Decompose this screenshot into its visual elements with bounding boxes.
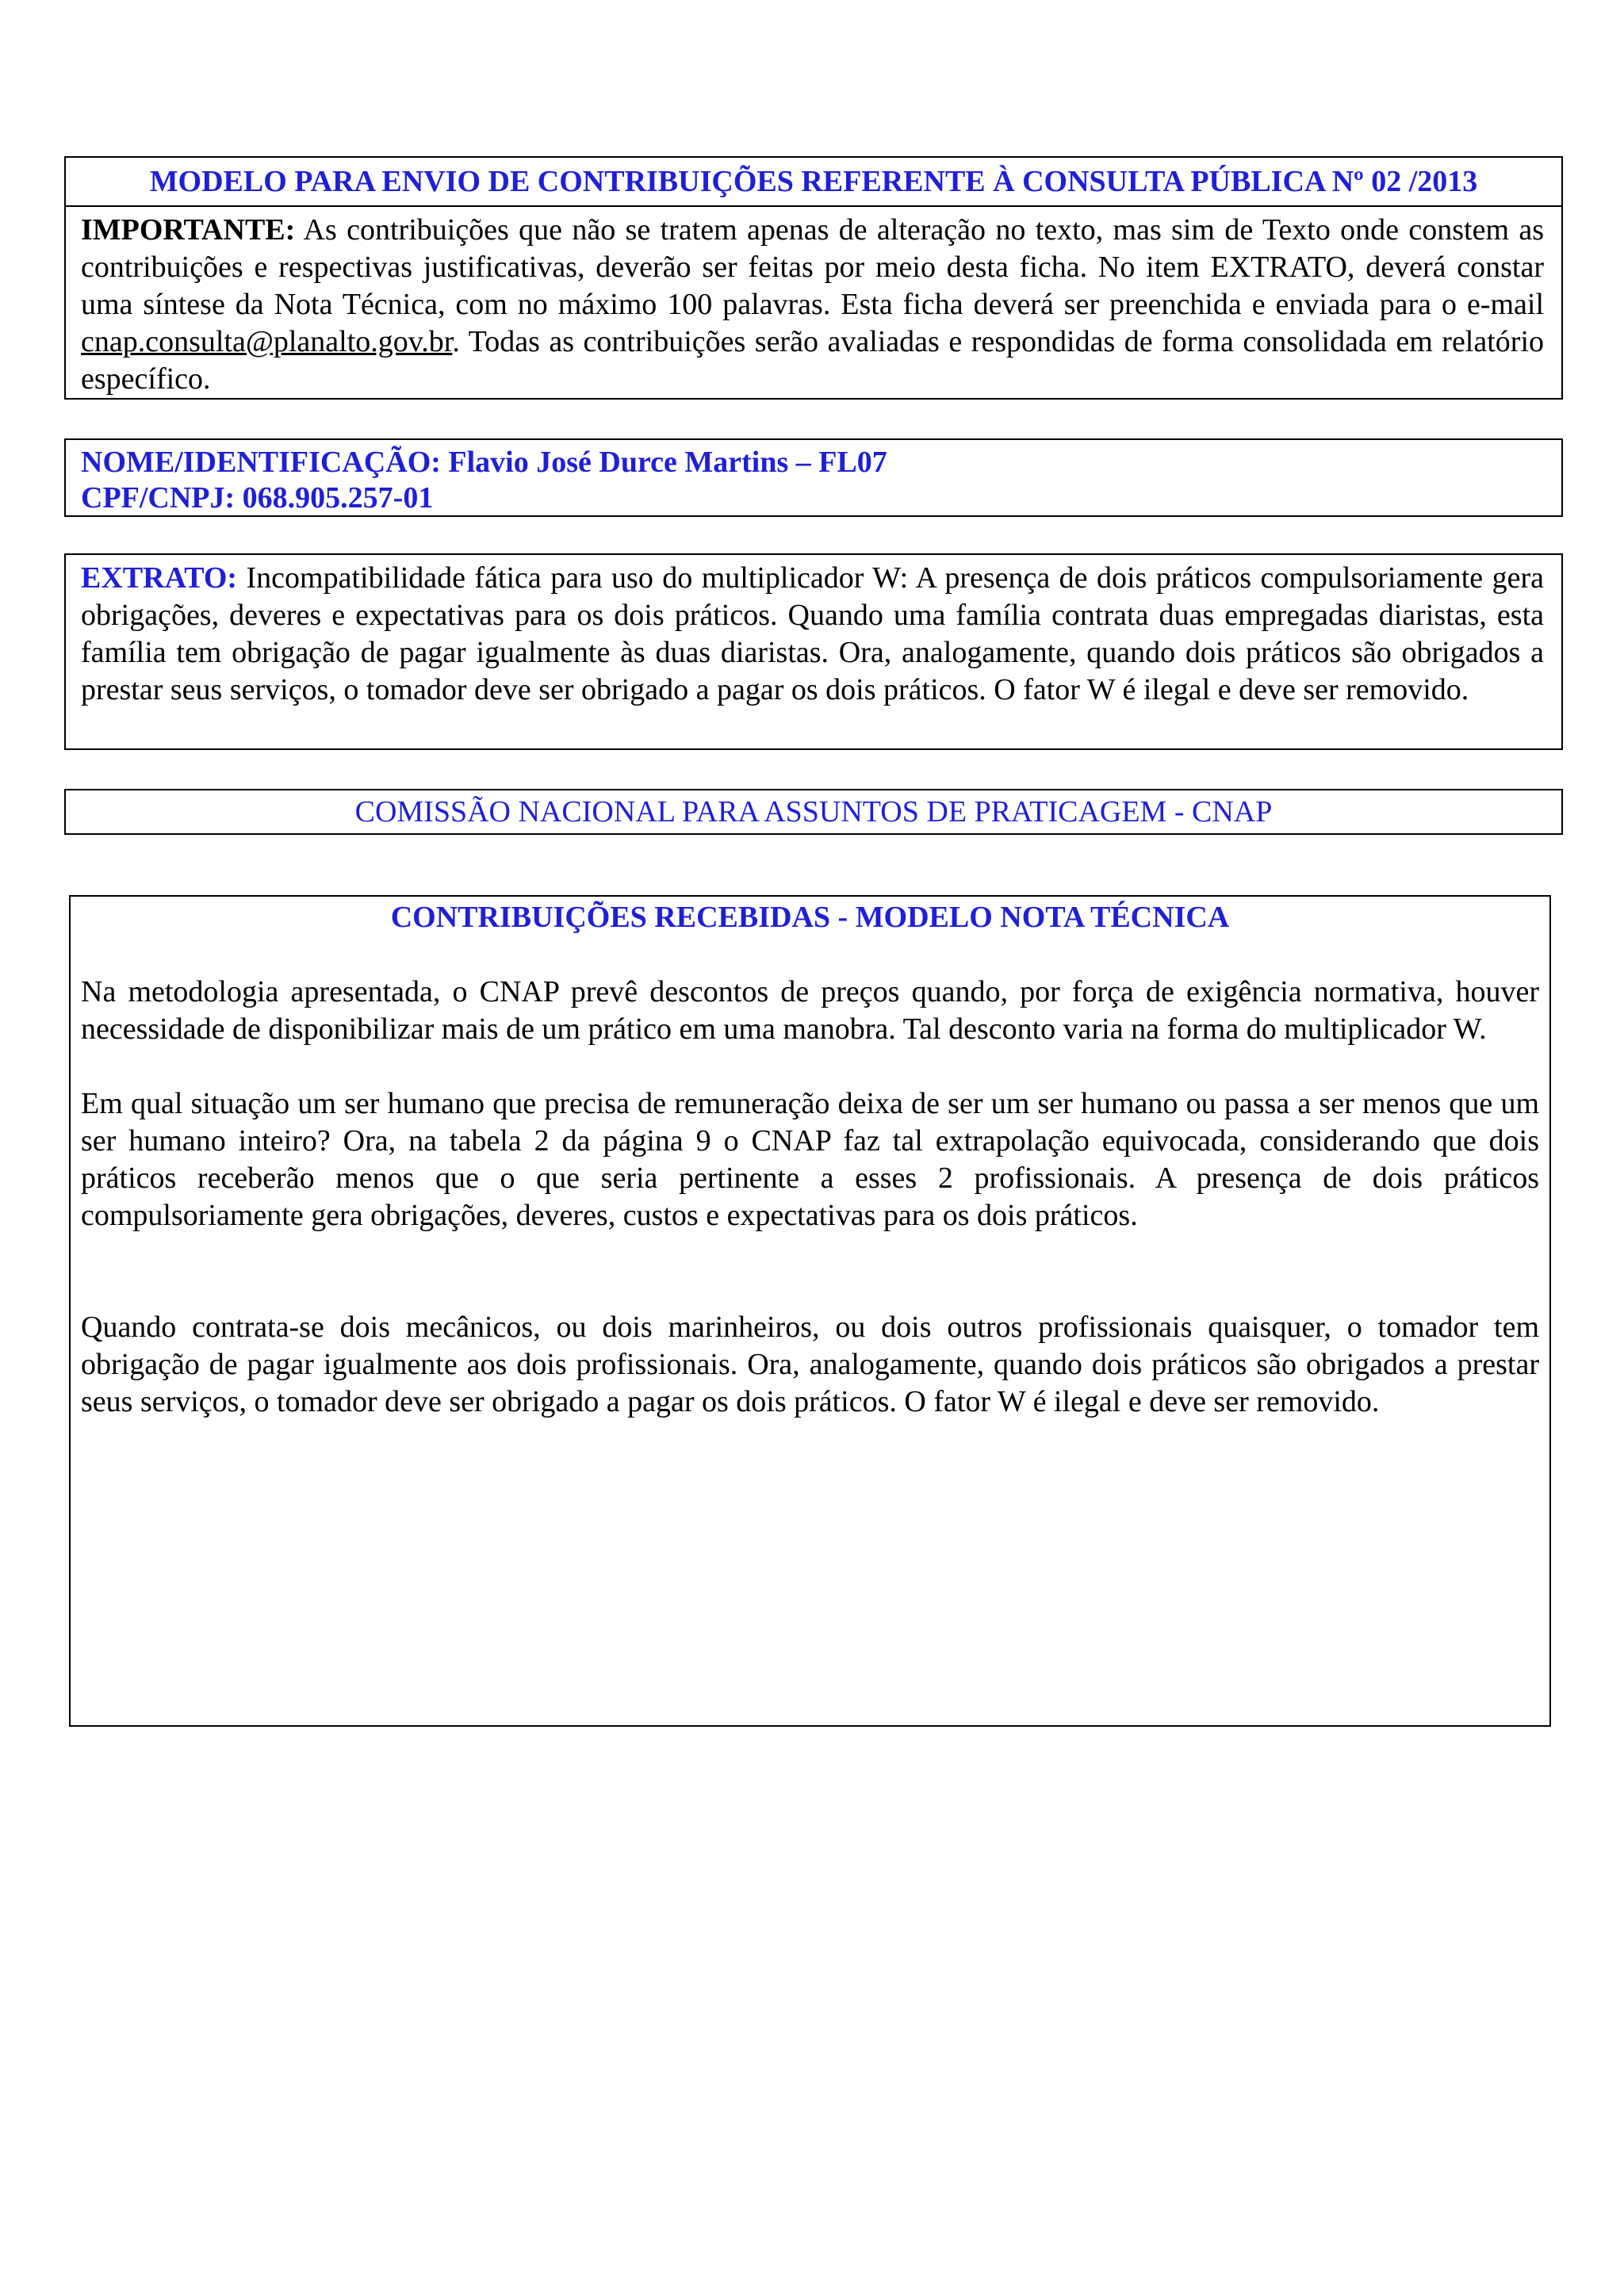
extrato-box xyxy=(64,553,1563,750)
name-identification: NOME/IDENTIFICAÇÃO: Flavio José Durce Martins – FL07 xyxy=(81,446,887,479)
extrato-text: Incompatibilidade fática para uso do multiplicador W: A presença de dois práticos compulsoriamente gera obrigações, deveres e expectativas para os dois práticos. Quando uma família contrata duas empregadas diaristas, esta família tem obrigação de pagar igualmente às duas diaristas. Ora, analogamente, quando dois práticos são obrigados a prestar seus serviços, o tomador deve ser obrigado a pagar os dois práticos. O fator W é ilegal e deve ser removido. xyxy=(81,561,1544,706)
important-notice xyxy=(66,207,1561,398)
contributions-box xyxy=(69,895,1551,1727)
important-text-1: As contribuições que não se tratem apenas de alteração no texto, mas sim de Texto onde constem as contribuições e respectivas justificativas, deverão ser feitas por meio desta ficha. No item EXTRATO, deverá constar uma síntese da Nota Técnica, com no máximo 100 palavras. Esta ficha deverá ser preenchida e enviada para o e-mail xyxy=(81,213,1544,321)
extrato-label: EXTRATO: xyxy=(81,561,238,595)
important-label: IMPORTANTE: xyxy=(81,213,296,247)
important-text-2: . Todas as contribuições serão avaliadas e respondidas de forma consolidada em relatório específico. xyxy=(81,325,1544,396)
contribution-paragraph-3: Quando contrata-se dois mecânicos, ou dois marinheiros, ou dois outros profissionais quaisquer, o tomador tem obrigação de pagar igualmente aos dois profissionais. Ora, analogamente, quando dois práticos são obrigados a prestar seus serviços, o tomador deve ser obrigado a pagar os dois práticos. O fator W é ilegal e deve ser removido. xyxy=(81,1311,1539,1418)
cpf-cnpj: CPF/CNPJ: 068.905.257-01 xyxy=(81,481,434,515)
contribution-paragraph-1: Na metodologia apresentada, o CNAP prevê descontos de preços quando, por força de exigência normativa, houver necessidade de disponibilizar mais de um prático em uma manobra. Tal desconto varia na forma do multiplicador W. xyxy=(81,975,1539,1046)
commission-name: COMISSÃO NACIONAL PARA ASSUNTOS DE PRATICAGEM - CNAP xyxy=(354,795,1273,828)
identification-box xyxy=(64,438,1563,517)
document-title: MODELO PARA ENVIO DE CONTRIBUIÇÕES REFERENTE À CONSULTA PÚBLICA Nº 02 /2013 xyxy=(66,158,1561,207)
contributions-title: CONTRIBUIÇÕES RECEBIDAS - MODELO NOTA TÉCNICA xyxy=(390,901,1230,934)
commission-box xyxy=(64,789,1563,835)
contribution-paragraph-2: Em qual situação um ser humano que precisa de remuneração deixa de ser um ser humano ou passa a ser menos que um ser humano inteiro? Ora, na tabela 2 da página 9 o CNAP faz tal extrapolação equivocada, considerando que dois práticos receberão menos que o que seria pertinente a esses 2 profissionais. A presença de dois práticos compulsoriamente gera obrigações, deveres, custos e expectativas para os dois práticos. xyxy=(81,1087,1539,1232)
header-box xyxy=(64,156,1563,400)
email-link[interactable]: cnap.consulta@planalto.gov.br xyxy=(81,325,453,358)
